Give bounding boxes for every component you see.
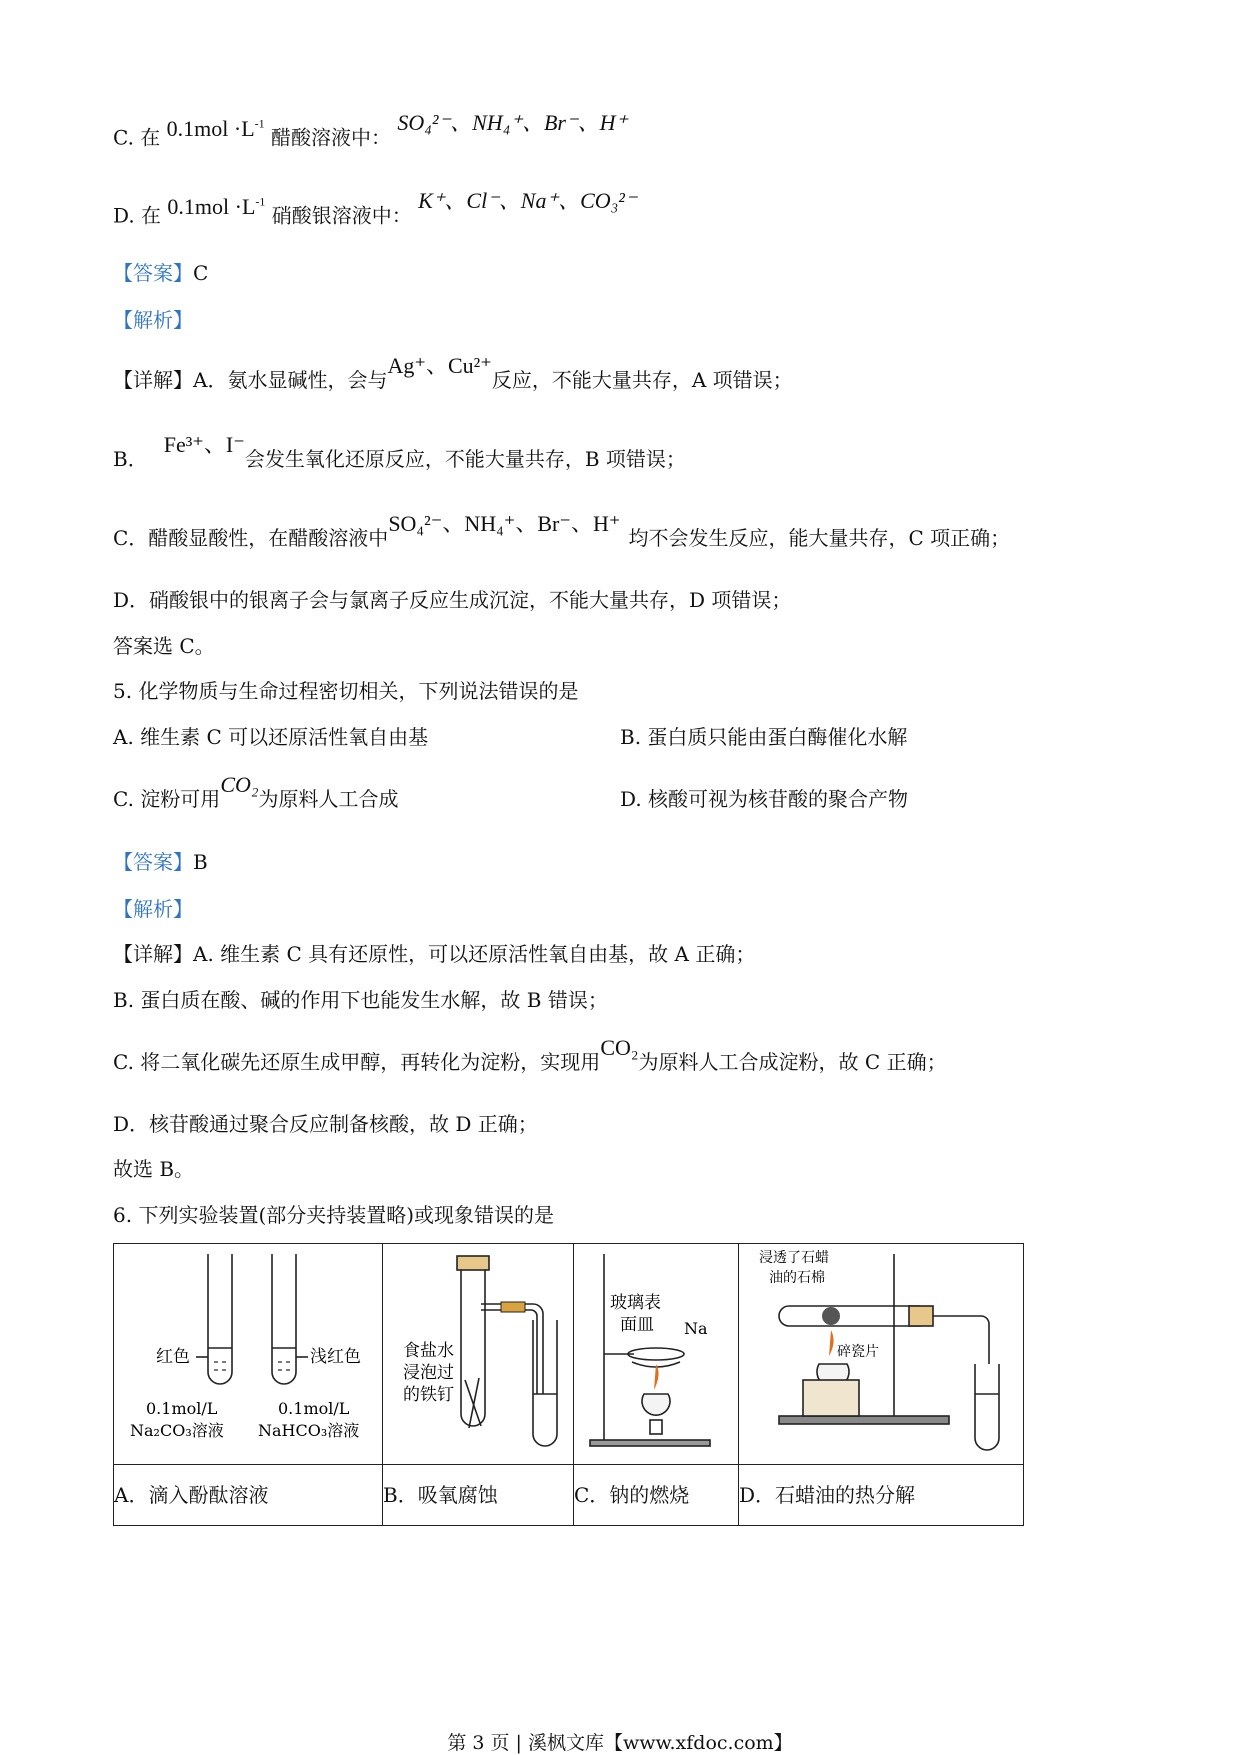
- label-asbestos: 油的石棉: [769, 1270, 825, 1286]
- detail-text: C．醋酸显酸性，在醋酸溶液中: [113, 526, 389, 550]
- caption-d: D．石蜡油的热分解: [739, 1465, 1024, 1526]
- q5-detail-c: [113, 1035, 947, 1076]
- q4-detail-d: D．硝酸银中的银离子会与氯离子反应生成沉淀，不能大量共存，D 项错误；: [113, 588, 792, 612]
- right-conc-label: 0.1mol/L: [278, 1399, 350, 1418]
- page-footer: 第 3 页 | 溪枫文库【www.xfdoc.com】: [447, 1732, 793, 1754]
- q4-answer: [113, 259, 208, 287]
- option-text: 醋酸溶液中：: [271, 125, 392, 150]
- ion-list: Ag⁺、Cu²⁺: [387, 353, 492, 378]
- left-color-label: 红色: [156, 1347, 190, 1367]
- label-salt-water: 食盐水: [403, 1341, 454, 1361]
- left-solution-label: Na₂CO₃溶液: [130, 1421, 224, 1440]
- figure-c-cell: [574, 1244, 739, 1465]
- answer-label: 【答案】: [113, 850, 193, 874]
- detail-text: C. 将二氧化碳先还原生成甲醇，再转化为淀粉，实现用: [113, 1050, 601, 1074]
- q5-conclusion: 故选 B。: [113, 1157, 195, 1181]
- caption-b: B．吸氧腐蚀: [383, 1465, 574, 1526]
- q4-option-c: [113, 110, 628, 151]
- figure-b-cell: [383, 1244, 574, 1465]
- q5-detail-a: [113, 940, 755, 968]
- ion-list: SO₄²⁻、NH₄⁺、Br⁻、H⁺: [388, 511, 621, 536]
- q5-option-c: C. 淀粉可用: [113, 787, 221, 811]
- q5-answer: [113, 848, 208, 876]
- option-label: D. 在: [113, 203, 162, 228]
- q5-option-b: B. 蛋白质只能由蛋白酶催化水解: [620, 725, 908, 749]
- detail-label: 【详解】: [113, 368, 193, 392]
- concentration: $0.1mol \cdot L^{-1}$: [166, 116, 265, 142]
- ion-list: SO₄²⁻、NH₄⁺、Br⁻、H⁺: [397, 110, 628, 136]
- formula-co2: CO₂: [600, 1035, 639, 1060]
- q5-options-row2: [113, 772, 909, 813]
- detail-text: 反应，不能大量共存，A 项错误；: [491, 368, 793, 392]
- left-conc-label: 0.1mol/L: [146, 1399, 218, 1418]
- sodium-burning-figure: [574, 1244, 738, 1464]
- test-tubes-figure: [114, 1244, 382, 1464]
- q5-detail-d: D．核苷酸通过聚合反应制备核酸，故 D 正确；: [113, 1112, 538, 1136]
- caption-c: C．钠的燃烧: [574, 1465, 739, 1526]
- q6-stem: 6. 下列实验装置(部分夹持装置略)或现象错误的是: [113, 1203, 555, 1227]
- detail-text: A. 维生素 C 具有还原性，可以还原活性氧自由基，故 A 正确；: [193, 942, 756, 966]
- figure-c: [574, 1244, 738, 1464]
- figure-b: [383, 1244, 573, 1464]
- concentration: $0.1mol \cdot L^{-1}$: [167, 194, 266, 220]
- experiment-table: [113, 1243, 1024, 1526]
- option-label: C. 在: [113, 125, 161, 150]
- detail-text: 均不会发生反应，能大量共存，C 项正确；: [628, 526, 1011, 550]
- q4-analysis-label: 【解析】: [113, 308, 193, 332]
- detail-text: A．氨水显碱性，会与: [193, 368, 388, 392]
- right-solution-label: NaHCO₃溶液: [258, 1421, 360, 1440]
- figure-a-cell: [114, 1244, 383, 1465]
- q5-stem: 5. 化学物质与生命过程密切相关，下列说法错误的是: [113, 679, 579, 703]
- caption-a: A．滴入酚酞溶液: [114, 1465, 383, 1526]
- q4-option-d: [113, 188, 637, 229]
- right-color-label: 浅红色: [310, 1347, 361, 1367]
- q5-analysis-label: 【解析】: [113, 897, 193, 921]
- detail-text: B．: [113, 447, 148, 471]
- detail-text: 会发生氧化还原反应，不能大量共存，B 项错误；: [244, 447, 686, 471]
- q5-option-a: A. 维生素 C 可以还原活性氧自由基: [113, 725, 429, 749]
- answer-value: B: [193, 850, 208, 874]
- figure-a: [114, 1244, 382, 1464]
- q5-options-row1: [113, 723, 908, 751]
- paraffin-decomposition-figure: [739, 1244, 1023, 1464]
- label-na: Na: [684, 1319, 708, 1338]
- q4-detail-c: [113, 511, 1011, 552]
- ion-list: Fe³⁺、I⁻: [163, 432, 245, 457]
- q5-detail-b: B. 蛋白质在酸、碱的作用下也能发生水解，故 B 错误；: [113, 988, 608, 1012]
- formula-co2: CO₂: [220, 772, 259, 797]
- answer-label: 【答案】: [113, 261, 193, 285]
- ion-list: K⁺、Cl⁻、Na⁺、CO₃²⁻: [418, 188, 637, 214]
- figure-d-cell: [739, 1244, 1024, 1465]
- option-text: 硝酸银溶液中：: [271, 203, 412, 228]
- q5-option-d: D. 核酸可视为核苷酸的聚合产物: [620, 787, 909, 811]
- detail-text: 为原料人工合成淀粉，故 C 正确；: [638, 1050, 947, 1074]
- label-dish: 面皿: [620, 1315, 654, 1335]
- label-watch-glass: 玻璃表: [610, 1293, 661, 1313]
- q4-detail-a: [113, 353, 793, 394]
- label-iron-nail: 的铁钉: [403, 1385, 454, 1405]
- figure-d: [739, 1244, 1023, 1464]
- q5-option-c-text: 为原料人工合成: [258, 787, 399, 811]
- label-soaked: 浸泡过: [403, 1363, 454, 1383]
- iron-nail-figure: [383, 1244, 573, 1464]
- answer-value: C: [193, 261, 209, 285]
- q4-conclusion: 答案选 C。: [113, 634, 215, 658]
- label-soaked-paraffin: 浸透了石蜡: [759, 1250, 829, 1266]
- detail-label: 【详解】: [113, 942, 193, 966]
- q4-detail-b: [113, 432, 686, 473]
- label-porcelain: 碎瓷片: [837, 1344, 879, 1360]
